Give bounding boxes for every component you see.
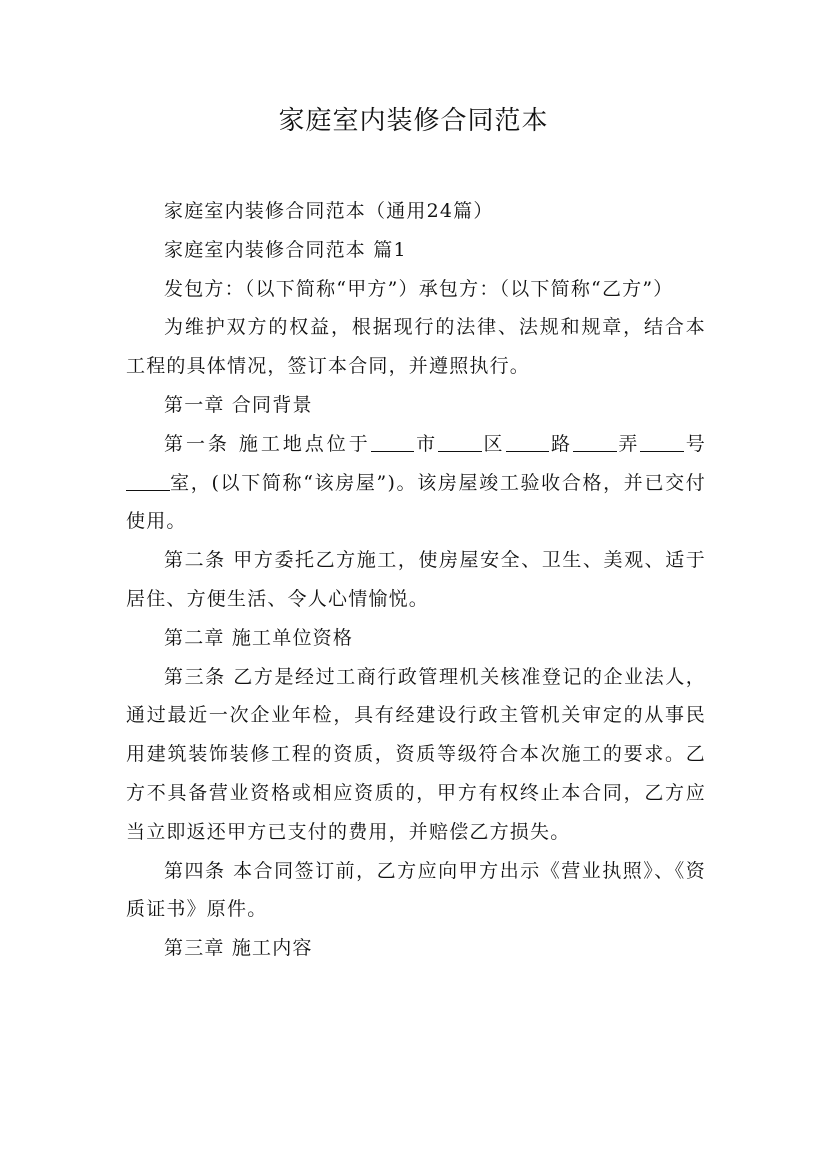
article-1-text-d: 路 <box>549 432 573 455</box>
article-1 <box>126 425 706 541</box>
article-2: 第二条 甲方委托乙方施工，使房屋安全、卫生、美观、适于居住、方便生活、令人心情愉悦。 <box>126 549 706 610</box>
blank-line <box>573 432 617 452</box>
blank-line <box>640 432 684 452</box>
article-1-text-g: 室，(以下简称“该房屋”)。该房屋竣工验收合格，并已交付使用。 <box>126 471 706 533</box>
document-title: 家庭室内装修合同范本 <box>278 106 549 136</box>
paragraph-parties: 发包方：（以下简称“甲方”）承包方：（以下简称“乙方”） <box>164 277 674 300</box>
blank-line <box>438 432 482 452</box>
chapter-heading-2: 第二章 施工单位资格 <box>164 626 354 649</box>
paragraph-section-heading: 家庭室内装修合同范本 篇1 <box>164 238 407 261</box>
article-4: 第四条 本合同签订前，乙方应向甲方出示《营业执照》、《资质证书》原件。 <box>126 859 706 921</box>
document-body <box>126 192 706 968</box>
article-1-text-b: 市 <box>414 432 439 455</box>
article-1-text-c: 区 <box>481 432 506 455</box>
article-1-text-e: 弄 <box>616 432 641 455</box>
article-1-text-a: 第一条 施工地点位于 <box>164 432 371 455</box>
paragraph-subtitle: 家庭室内装修合同范本（通用24篇） <box>164 200 494 222</box>
blank-line <box>506 432 550 452</box>
chapter-heading-1: 第一章 合同背景 <box>164 393 313 416</box>
blank-line <box>371 432 415 452</box>
article-1-text-f: 号 <box>684 432 707 455</box>
chapter-heading-3: 第三章 施工内容 <box>164 937 313 960</box>
paragraph-preamble: 为维护双方的权益，根据现行的法律、法规和规章，结合本工程的具体情况，签订本合同，并遵照执行。 <box>126 316 706 378</box>
blank-line <box>126 471 170 491</box>
article-3: 第三条 乙方是经过工商行政管理机关核准登记的企业法人，通过最近一次企业年检，具有经建设行政主管机关审定的从事民用建筑装饰装修工程的资质，资质等级符合本次施工的要求。乙方不具备营业资格或相应资质的，甲方有权终止本合同，乙方应当立即返还甲方已支付的费用，并赔偿乙方损失。 <box>126 665 706 843</box>
